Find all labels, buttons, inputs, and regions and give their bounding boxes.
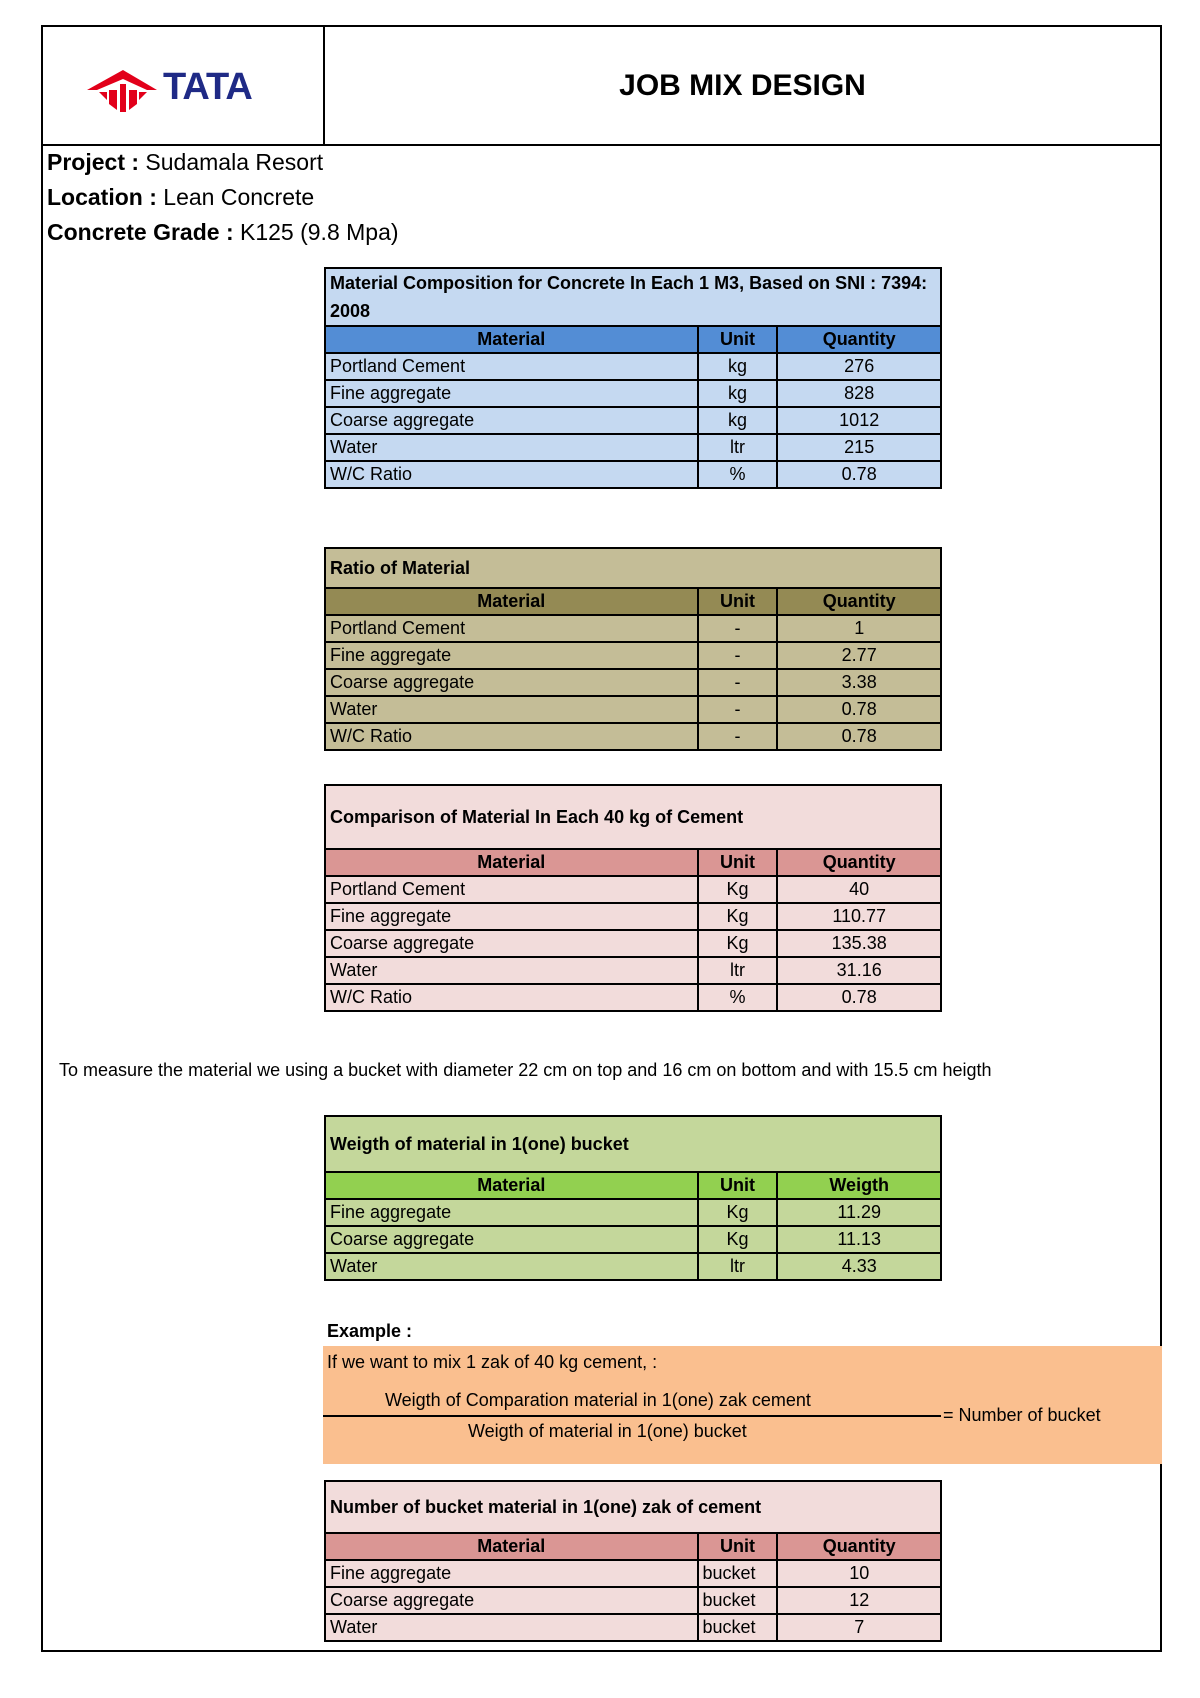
- material-cell: Coarse aggregate: [325, 407, 698, 434]
- weight-cell: 11.13: [777, 1226, 941, 1253]
- unit-cell: -: [698, 723, 778, 750]
- quantity-cell: 40: [777, 876, 941, 903]
- column-header: Weigth: [777, 1172, 941, 1199]
- composition-table: [324, 267, 942, 489]
- grade-label: Concrete Grade :: [47, 219, 234, 245]
- column-header: Material: [325, 588, 698, 615]
- unit-cell: kg: [698, 407, 778, 434]
- material-cell: Portland Cement: [325, 353, 698, 380]
- material-cell: W/C Ratio: [325, 984, 698, 1011]
- formula-denominator: Weigth of material in 1(one) bucket: [468, 1421, 747, 1441]
- quantity-cell: 0.78: [777, 696, 941, 723]
- document-title: JOB MIX DESIGN: [619, 68, 866, 102]
- location-label: Location :: [47, 184, 157, 210]
- table-row: [325, 957, 941, 984]
- table-row: [325, 903, 941, 930]
- material-cell: Fine aggregate: [325, 1560, 698, 1587]
- column-header: Unit: [698, 1533, 778, 1560]
- unit-cell: Kg: [698, 1226, 778, 1253]
- unit-cell: ltr: [698, 1253, 778, 1280]
- location-line: [47, 184, 314, 211]
- column-header: Unit: [698, 588, 778, 615]
- unit-cell: Kg: [698, 876, 778, 903]
- column-header: Unit: [698, 1172, 778, 1199]
- quantity-cell: 1: [777, 615, 941, 642]
- table-row: [325, 615, 941, 642]
- unit-cell: -: [698, 642, 778, 669]
- unit-cell: -: [698, 615, 778, 642]
- unit-cell: %: [698, 984, 778, 1011]
- column-header: Material: [325, 326, 698, 353]
- unit-cell: bucket: [698, 1587, 778, 1614]
- table-title: Comparison of Material In Each 40 kg of Cement: [325, 785, 941, 849]
- formula-numerator: Weigth of Comparation material in 1(one) zak cement: [385, 1390, 811, 1410]
- quantity-cell: 276: [777, 353, 941, 380]
- document-frame: [41, 25, 1162, 1652]
- unit-cell: ltr: [698, 434, 778, 461]
- unit-cell: bucket: [698, 1614, 778, 1641]
- material-cell: Coarse aggregate: [325, 669, 698, 696]
- bucket-count-table: [324, 1480, 942, 1642]
- quantity-cell: 31.16: [777, 957, 941, 984]
- material-cell: Fine aggregate: [325, 1199, 698, 1226]
- material-cell: Water: [325, 1253, 698, 1280]
- unit-cell: kg: [698, 380, 778, 407]
- weight-cell: 4.33: [777, 1253, 941, 1280]
- logo-cell: [43, 27, 325, 144]
- table-row: [325, 1560, 941, 1587]
- table-row: [325, 1253, 941, 1280]
- unit-cell: ltr: [698, 957, 778, 984]
- quantity-cell: 110.77: [777, 903, 941, 930]
- example-label: Example :: [327, 1321, 413, 1341]
- table-row: [325, 1226, 941, 1253]
- quantity-cell: 7: [777, 1614, 941, 1641]
- unit-cell: %: [698, 461, 778, 488]
- brand-name: TATA: [163, 65, 252, 108]
- table-title: Number of bucket material in 1(one) zak of cement: [325, 1481, 941, 1533]
- weight-cell: 11.29: [777, 1199, 941, 1226]
- table-row: [325, 696, 941, 723]
- material-cell: Water: [325, 696, 698, 723]
- unit-cell: -: [698, 696, 778, 723]
- table-row: [325, 461, 941, 488]
- material-cell: Water: [325, 957, 698, 984]
- unit-cell: Kg: [698, 930, 778, 957]
- material-cell: W/C Ratio: [325, 461, 698, 488]
- comparison-table: [324, 784, 942, 1012]
- material-cell: Fine aggregate: [325, 642, 698, 669]
- material-cell: Portland Cement: [325, 876, 698, 903]
- quantity-cell: 135.38: [777, 930, 941, 957]
- fraction-bar: [323, 1415, 941, 1417]
- column-header: Material: [325, 1172, 698, 1199]
- material-cell: Water: [325, 434, 698, 461]
- material-cell: Coarse aggregate: [325, 1226, 698, 1253]
- table-row: [325, 353, 941, 380]
- tata-arrow-logo-icon: [87, 62, 157, 112]
- project-label: Project :: [47, 149, 140, 175]
- column-header: Quantity: [777, 1533, 941, 1560]
- table-row: [325, 723, 941, 750]
- column-header: Material: [325, 1533, 698, 1560]
- table-row: [325, 380, 941, 407]
- ratio-table: [324, 547, 942, 751]
- table-row: [325, 1587, 941, 1614]
- material-cell: W/C Ratio: [325, 723, 698, 750]
- table-row: [325, 434, 941, 461]
- quantity-cell: 1012: [777, 407, 941, 434]
- quantity-cell: 3.38: [777, 669, 941, 696]
- unit-cell: Kg: [698, 1199, 778, 1226]
- column-header: Unit: [698, 326, 778, 353]
- table-row: [325, 669, 941, 696]
- bucket-weight-table: [324, 1115, 942, 1281]
- unit-cell: Kg: [698, 903, 778, 930]
- column-header: Quantity: [777, 849, 941, 876]
- quantity-cell: 215: [777, 434, 941, 461]
- unit-cell: kg: [698, 353, 778, 380]
- table-row: [325, 642, 941, 669]
- header: [43, 27, 1160, 146]
- material-cell: Water: [325, 1614, 698, 1641]
- unit-cell: -: [698, 669, 778, 696]
- location-value: Lean Concrete: [163, 184, 315, 210]
- column-header: Unit: [698, 849, 778, 876]
- example-box: [323, 1346, 1162, 1464]
- material-cell: Coarse aggregate: [325, 930, 698, 957]
- bucket-note: To measure the material we using a bucket with diameter 22 cm on top and 16 cm on bottom and with 15.5 cm heigth: [59, 1060, 992, 1080]
- quantity-cell: 0.78: [777, 984, 941, 1011]
- quantity-cell: 2.77: [777, 642, 941, 669]
- table-row: [325, 876, 941, 903]
- formula-result: = Number of bucket: [943, 1405, 1101, 1425]
- grade-line: [47, 219, 399, 246]
- material-cell: Fine aggregate: [325, 380, 698, 407]
- table-row: [325, 407, 941, 434]
- project-line: [47, 149, 323, 176]
- table-row: [325, 1614, 941, 1641]
- table-row: [325, 984, 941, 1011]
- quantity-cell: 12: [777, 1587, 941, 1614]
- grade-value: K125 (9.8 Mpa): [240, 219, 399, 245]
- material-cell: Coarse aggregate: [325, 1587, 698, 1614]
- quantity-cell: 0.78: [777, 723, 941, 750]
- column-header: Quantity: [777, 588, 941, 615]
- project-value: Sudamala Resort: [145, 149, 324, 175]
- quantity-cell: 828: [777, 380, 941, 407]
- table-row: [325, 1199, 941, 1226]
- table-title: Material Composition for Concrete In Each 1 M3, Based on SNI : 7394: 2008: [325, 268, 941, 326]
- column-header: Material: [325, 849, 698, 876]
- material-cell: Portland Cement: [325, 615, 698, 642]
- material-cell: Fine aggregate: [325, 903, 698, 930]
- example-intro: If we want to mix 1 zak of 40 kg cement, :: [327, 1352, 658, 1372]
- unit-cell: bucket: [698, 1560, 778, 1587]
- table-title: Ratio of Material: [325, 548, 941, 588]
- quantity-cell: 10: [777, 1560, 941, 1587]
- table-row: [325, 930, 941, 957]
- brand-logo: [87, 62, 252, 112]
- quantity-cell: 0.78: [777, 461, 941, 488]
- table-title: Weigth of material in 1(one) bucket: [325, 1116, 941, 1172]
- column-header: Quantity: [777, 326, 941, 353]
